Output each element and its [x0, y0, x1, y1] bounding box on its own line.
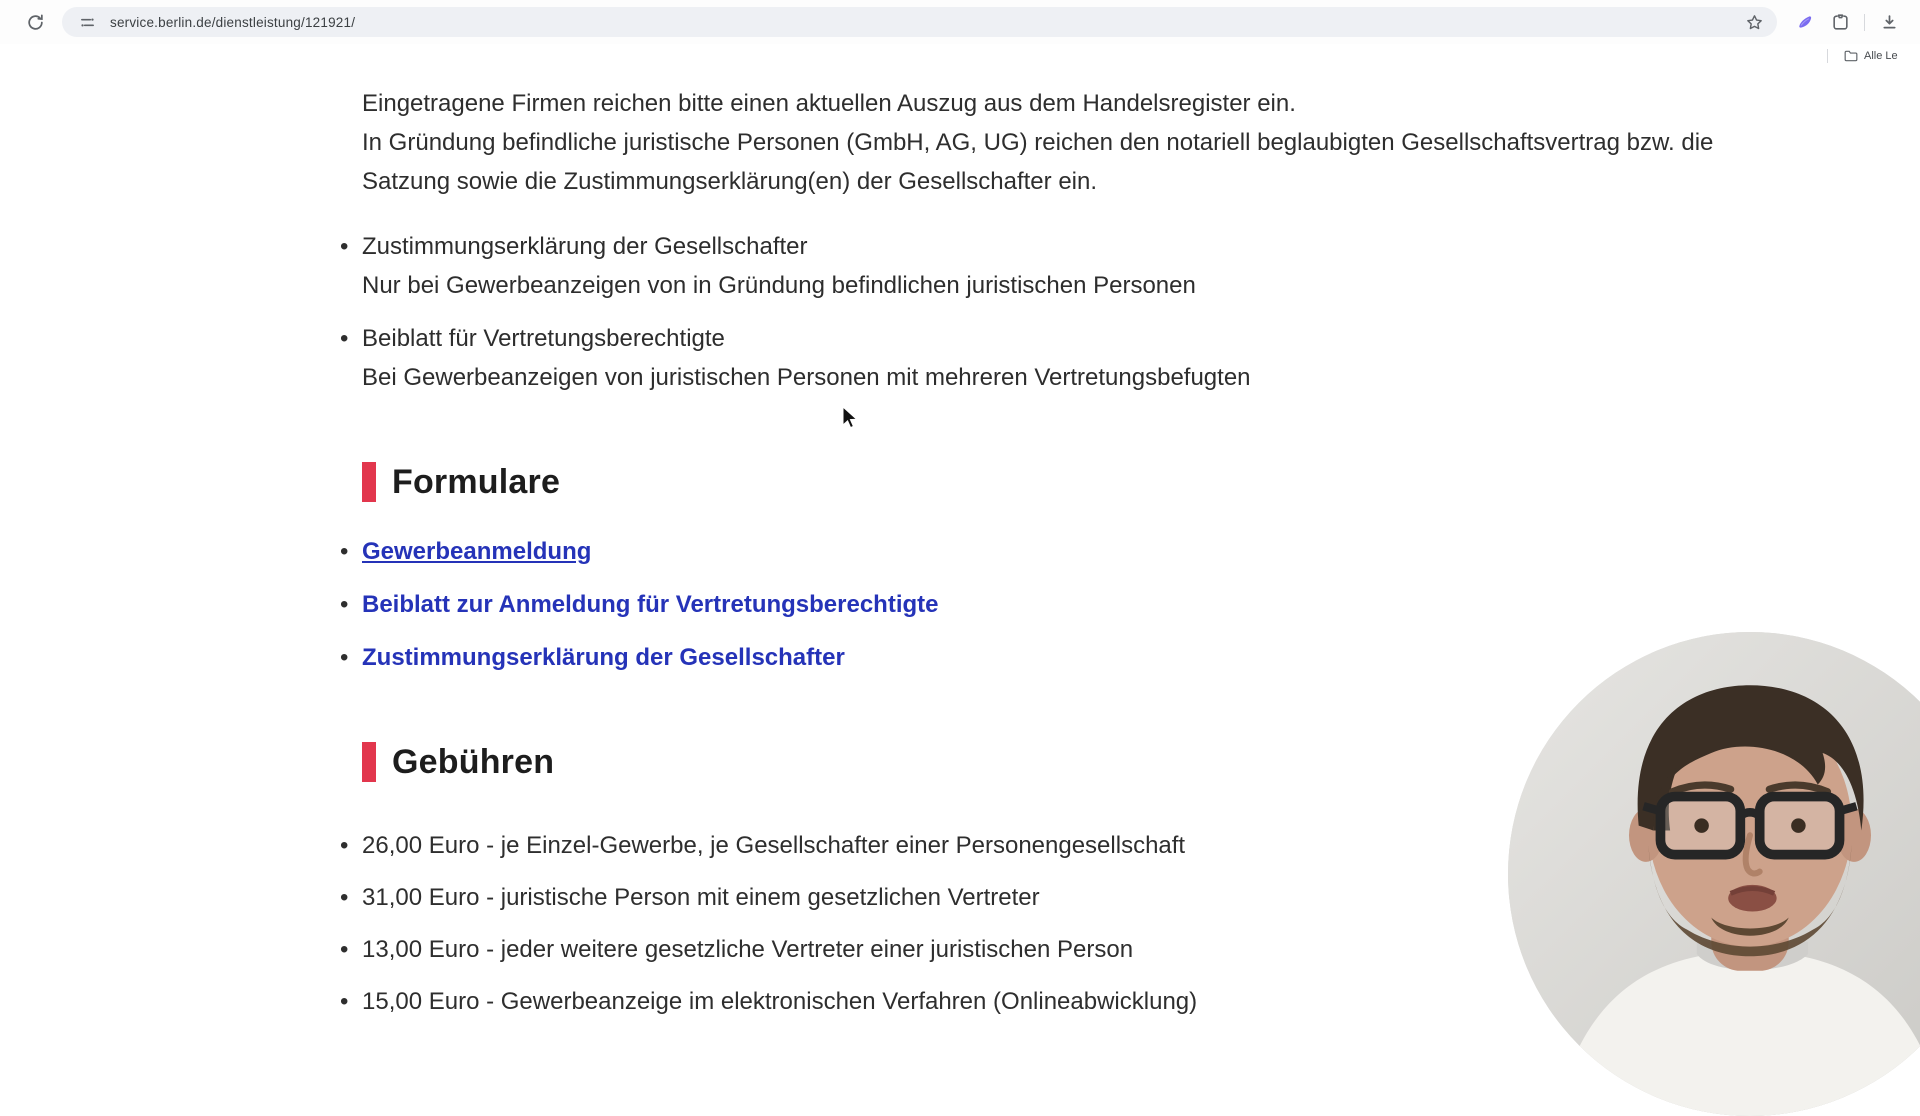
bullet-dot: • — [340, 591, 349, 618]
fee-item: • 26,00 Euro - je Einzel-Gewerbe, je Gesellschafter einer Personengesellschaft — [362, 826, 1920, 865]
bullet-dot: • — [340, 644, 349, 671]
bookmark-star-icon[interactable] — [1741, 9, 1767, 35]
requirements-list — [340, 227, 1920, 397]
bullet-dot: • — [340, 325, 349, 352]
section-title-formulare: Formulare — [392, 462, 561, 501]
requirement-note: Bei Gewerbeanzeigen von juristischen Personen mit mehreren Vertretungsbefugten — [362, 364, 1251, 391]
browser-toolbar — [0, 0, 1920, 44]
reload-icon[interactable] — [18, 5, 52, 39]
requirement-note: Nur bei Gewerbeanzeigen von in Gründung befindlichen juristischen Personen — [362, 272, 1196, 299]
intro-paragraph — [362, 84, 1920, 201]
bullet-dot: • — [340, 936, 349, 963]
intro-line: In Gründung befindliche juristische Personen (GmbH, AG, UG) reichen den notariell beglaubigten Gesellschaftsvertrag bzw. die — [362, 129, 1714, 156]
assistant-icon[interactable] — [1789, 5, 1823, 39]
link-zustimmungserklaerung[interactable]: Zustimmungserklärung der Gesellschafter — [362, 644, 845, 671]
downloads-icon[interactable] — [1872, 5, 1906, 39]
folder-icon — [1844, 50, 1858, 62]
bullet-dot: • — [340, 988, 349, 1015]
requirement-title: Zustimmungserklärung der Gesellschafter — [362, 233, 808, 260]
bookmarks-separator — [1827, 49, 1828, 63]
url-text[interactable]: service.berlin.de/dienstleistung/121921/ — [110, 14, 356, 30]
workspace-icon[interactable] — [1823, 5, 1857, 39]
bullet-dot: • — [340, 538, 349, 565]
toolbar-separator — [1864, 14, 1865, 31]
list-item — [340, 532, 1920, 571]
intro-line: Satzung sowie die Zustimmungserklärung(en) der Gesellschafter ein. — [362, 168, 1098, 195]
bookmarks-folder-all[interactable] — [1842, 48, 1920, 64]
site-settings-icon[interactable] — [74, 9, 100, 35]
heading-accent-bar — [362, 742, 376, 782]
heading-accent-bar — [362, 462, 376, 502]
bookmarks-folder-label: Alle Le — [1864, 50, 1898, 62]
section-title-gebuehren: Gebühren — [392, 742, 555, 781]
fee-item: • 13,00 Euro - jeder weitere gesetzliche Vertreter einer juristischen Person — [362, 930, 1920, 969]
bullet-dot: • — [340, 233, 349, 260]
bullet-dot: • — [340, 884, 349, 911]
requirement-title: Beiblatt für Vertretungsberechtigte — [362, 325, 725, 352]
list-item — [340, 585, 1920, 624]
fee-item: • 15,00 Euro - Gewerbeanzeige im elektronischen Verfahren (Onlineabwicklung) — [362, 982, 1920, 1021]
link-gewerbeanmeldung[interactable]: Gewerbeanmeldung — [362, 538, 592, 565]
list-item — [340, 227, 1920, 305]
url-bar[interactable] — [62, 7, 1777, 37]
fee-item: • 31,00 Euro - juristische Person mit einem gesetzlichen Vertreter — [362, 878, 1920, 917]
section-formulare — [362, 462, 1920, 502]
link-beiblatt-anmeldung[interactable]: Beiblatt zur Anmeldung für Vertretungsberechtigte — [362, 591, 939, 618]
mouse-cursor — [842, 406, 860, 430]
intro-line: Eingetragene Firmen reichen bitte einen aktuellen Auszug aus dem Handelsregister ein. — [362, 90, 1296, 117]
bookmarks-bar — [0, 44, 1920, 68]
list-item — [340, 319, 1920, 397]
bullet-dot: • — [340, 832, 349, 859]
